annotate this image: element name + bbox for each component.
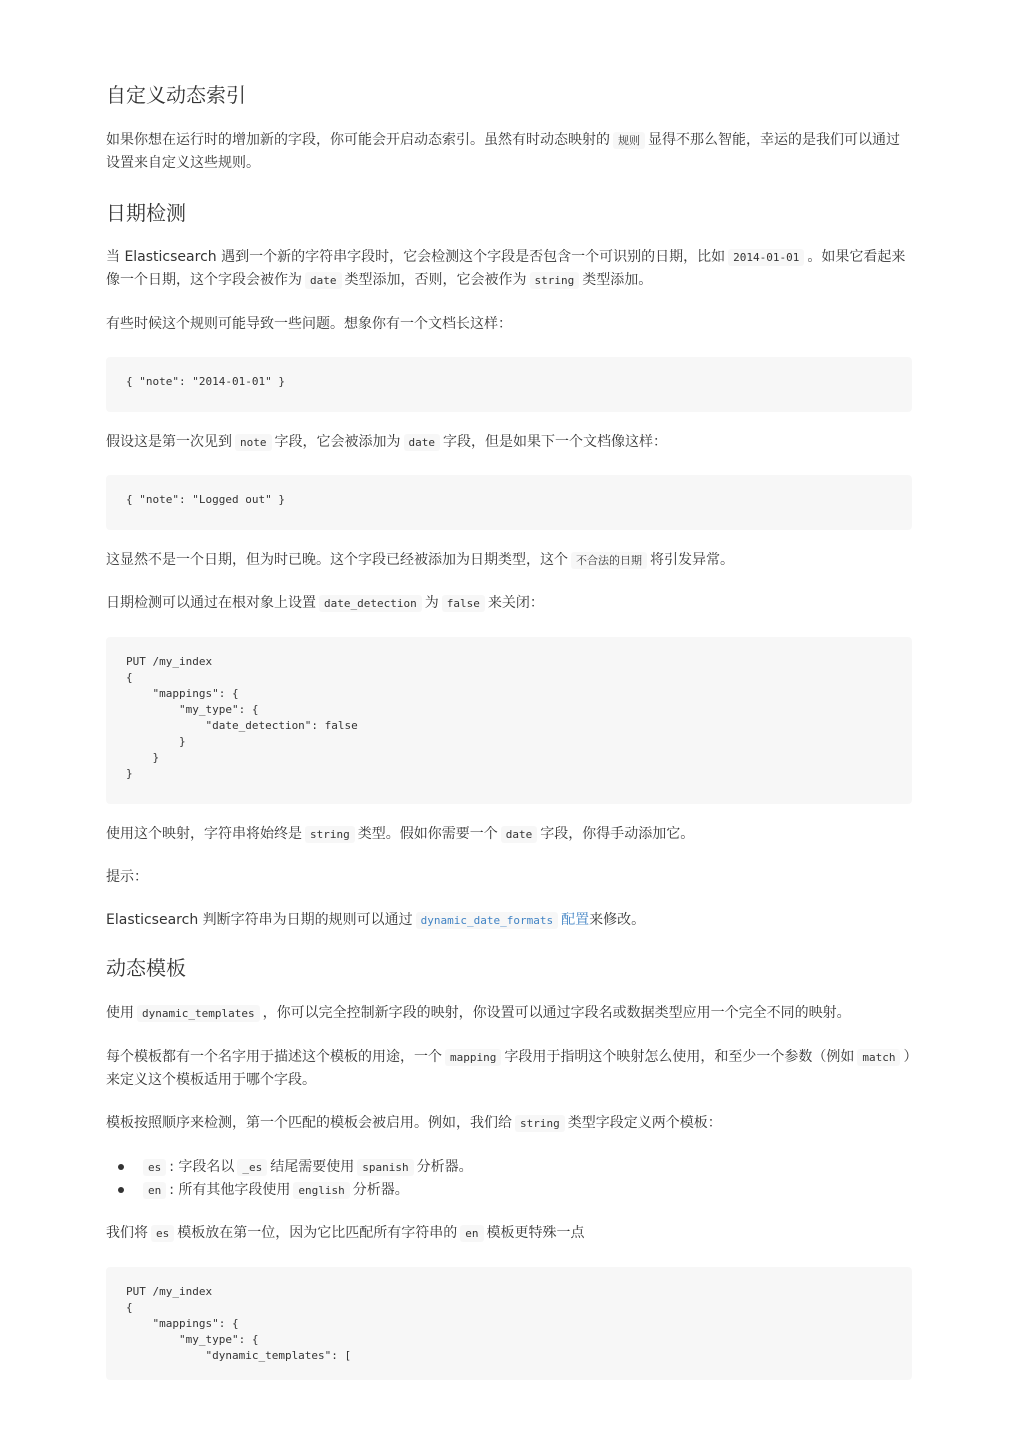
text: 分析器。 — [416, 1159, 473, 1175]
paragraph-dynamic-templates-intro — [106, 1002, 912, 1025]
inline-code: 不合法的日期 — [571, 552, 647, 569]
inline-code: string — [530, 272, 580, 289]
text: ）来定义这个模板适用于哪个字段。 — [106, 1049, 911, 1088]
text: 模板放在第一位，因为它比匹配所有字符串的 — [177, 1225, 458, 1241]
text: 类型添加，否则，它会被作为 — [344, 272, 527, 288]
text: 日期检测可以通过在根对象上设置 — [106, 595, 316, 611]
template-list — [106, 1156, 912, 1202]
inline-code: date_detection — [319, 595, 422, 612]
text: 字段用于指明这个映射怎么使用，和至少一个参数（例如 — [504, 1049, 855, 1065]
text: 类型添加。 — [582, 272, 653, 288]
text: 将引发异常。 — [650, 552, 734, 568]
paragraph-template-structure — [106, 1046, 912, 1092]
inline-code: match — [857, 1049, 900, 1066]
text: 字段，但是如果下一个文档像这样： — [443, 434, 667, 450]
text: ，你可以完全控制新字段的映射，你设置可以通过字段名或数据类型应用一个完全不同的映射。 — [262, 1005, 851, 1021]
inline-code: en — [460, 1225, 483, 1242]
text: 模板更特殊一点 — [486, 1225, 585, 1241]
paragraph-first-seen — [106, 431, 912, 454]
list-item — [106, 1179, 912, 1202]
text: 使用这个映射，字符串将始终是 — [106, 826, 302, 842]
inline-code: dynamic_templates — [137, 1005, 260, 1022]
inline-code: date — [501, 826, 538, 843]
text: 类型字段定义两个模板： — [567, 1115, 722, 1131]
paragraph-es-first — [106, 1222, 912, 1245]
text: : 所有其他字段使用 — [169, 1182, 291, 1198]
paragraph-too-late — [106, 549, 912, 572]
inline-code: english — [293, 1182, 349, 1199]
text: 每个模板都有一个名字用于描述这个模板的用途，一个 — [106, 1049, 442, 1065]
inline-code: es — [151, 1225, 174, 1242]
text: 来修改。 — [589, 912, 646, 928]
paragraph-always-string — [106, 823, 912, 846]
text: 。如果它看起来像一个日期，这个字段会被作为 — [106, 249, 906, 288]
text: 假设这是第一次见到 — [106, 434, 232, 450]
paragraph-date-detection — [106, 246, 912, 292]
text: 字段，它会被添加为 — [274, 434, 401, 450]
bullet-icon — [118, 1164, 124, 1170]
inline-code: 2014-01-01 — [728, 249, 804, 266]
paragraph-tip — [106, 909, 912, 932]
heading-date-detection: 日期检测 — [106, 201, 186, 225]
inline-code: dynamic_date_formats — [416, 912, 558, 929]
paragraph-dynamic-intro — [106, 129, 912, 175]
inline-code: date — [305, 272, 342, 289]
inline-code: _es — [237, 1159, 267, 1176]
text: 类型。假如你需要一个 — [357, 826, 498, 842]
paragraph-disable-detection — [106, 592, 912, 615]
paragraph-problem: 有些时候这个规则可能导致一些问题。想象你有一个文档长这样： — [106, 316, 512, 332]
inline-code: mapping — [445, 1049, 501, 1066]
text: 当 Elasticsearch 遇到一个新的字符串字段时，它会检测这个字段是否包含一个可识别的日期，比如 — [106, 249, 726, 265]
inline-code: 规则 — [613, 132, 645, 149]
text: 来关闭： — [487, 595, 544, 611]
inline-code: string — [515, 1115, 565, 1132]
heading-dynamic-templates: 动态模板 — [106, 956, 186, 980]
list-item — [106, 1156, 912, 1179]
inline-code: date — [404, 434, 441, 451]
inline-code: spanish — [357, 1159, 413, 1176]
paragraph-tip-label: 提示： — [106, 869, 148, 885]
text: : 字段名以 — [169, 1159, 235, 1175]
link-text: 配置 — [561, 912, 590, 928]
bullet-icon — [118, 1187, 124, 1193]
text: 使用 — [106, 1005, 134, 1021]
text: 为 — [424, 595, 439, 611]
text: 如果你想在运行时的增加新的字段，你可能会开启动态索引。虽然有时动态映射的 — [106, 132, 610, 148]
heading-custom-dynamic-index: 自定义动态索引 — [106, 83, 246, 107]
text: Elasticsearch 判断字符串为日期的规则可以通过 — [106, 912, 413, 928]
text: 显得不那么智能，幸运的是我们可以通过设置来自定义这些规则。 — [106, 132, 900, 171]
inline-code: en — [143, 1182, 166, 1199]
text: 我们将 — [106, 1225, 148, 1241]
text: 模板按照顺序来检测，第一个匹配的模板会被启用。例如，我们给 — [106, 1115, 512, 1131]
inline-code: es — [143, 1159, 166, 1176]
inline-code: note — [235, 434, 272, 451]
dynamic-date-formats-link[interactable] — [413, 912, 589, 928]
inline-code: false — [442, 595, 485, 612]
code-block-date-detection-mapping: PUT /my_index { "mappings": { "my_type": { "date_detection": false } } } — [106, 637, 912, 804]
text: 字段，你得手动添加它。 — [540, 826, 695, 842]
inline-code: string — [305, 826, 355, 843]
paragraph-template-order — [106, 1112, 912, 1135]
code-block-note-date: { "note": "2014-01-01" } — [106, 357, 912, 412]
text: 结尾需要使用 — [270, 1159, 355, 1175]
code-block-note-logged-out: { "note": "Logged out" } — [106, 475, 912, 530]
text: 分析器。 — [352, 1182, 409, 1198]
code-block-dynamic-templates: PUT /my_index { "mappings": { "my_type": { "dynamic_templates": [ — [106, 1267, 912, 1380]
text: 这显然不是一个日期，但为时已晚。这个字段已经被添加为日期类型，这个 — [106, 552, 568, 568]
